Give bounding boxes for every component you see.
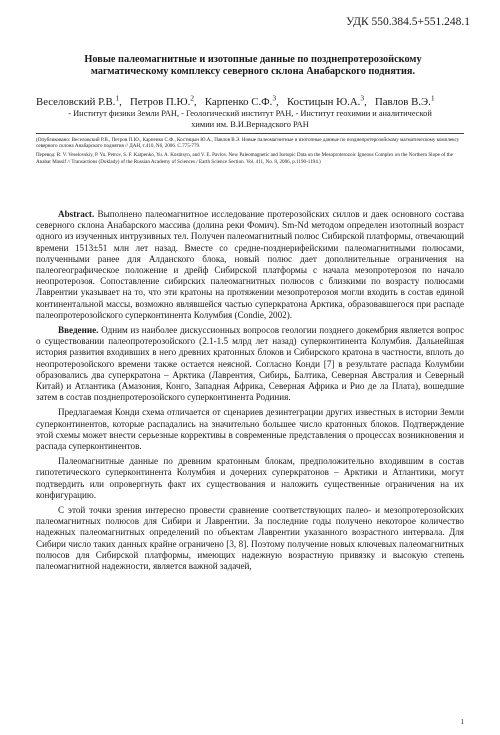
author-name: Павлов В.Э. [374,96,431,108]
abstract-paragraph [36,209,464,321]
affiliations-line-2: химии им. В.И.Вернадского РАН [191,120,309,129]
abstract-label: Abstract. [58,209,95,219]
paper-title: Новые палеомагнитные и изотопные данные по позднепротерозойскому магматическому комплексу северного склона Анабарского поднятия. [84,54,422,77]
author-list: Веселовский Р.В.$^1$, Петров П.Ю.$^2$, Карпенко С.Ф.$^3$, Костицын Ю.А.$^3$, Павлов В.Э.$^1$ [36,93,435,108]
author-affiliation-mark: 1 [115,93,120,103]
author-affiliation-mark: 2 [190,93,195,103]
author-affiliation-mark: 1 [430,93,435,103]
abstract-text: Выполнено палеомагнитное исследование протерозойских силлов и даек основного состава северного склона Анабарского массива (долина реки Фомич). Sm-Nd методом определен изотопный возраст одного из изученных интрузивных тел. Получен палеомагнитный полюс Сибирской платформы, отвечающий времени 1513±51 млн лет назад. Вместе со средне-позднерифейскими палеомагнитными полюсами, полученными ранее для Алданского блока, новый полюс дает дополнительные ограничения на палеогеографическое положение и дрейф Сибирской платформы с начала мезопротерозоя по начало неопротерозоя. Сопоставление сибирских палеомагнитных полюсов с близкими по возрасту полюсами Лаврентии указывает на то, что эти кратоны на протяжении мезопротерозоя могли входить в состав единой континентальной массы, возможно являвшейся частью суперкратона Арктика, образовавшегося при распаде палеопротерозойского суперконтинента Колумбия (Condie, 2002). [36,209,465,320]
affiliations-line-1: - Институт физики Земли РАН, - Геологический институт РАН, - Институт геохимии и аналитической [68,109,432,118]
body-paragraph: Предлагаемая Конди схема отличается от сценариев дезинтеграции других известных в истории Земли суперконтинентов, которые распадались на значительно большее число кратонных блоков. Подтверждение этой схемы может внести серьезные коррективы в современные представления о процессах возникновения и распада суперконтинентов. [36,407,464,452]
author-affiliation-mark: 3 [272,93,277,103]
intro-text: Одним из наиболее дискуссионных вопросов геологии позднего докембрия является вопрос о существовании палеопротерозойского (2.1-1.5 млрд лет назад) суперконтинента Колумбия. Дальнейшая история развития входивших в него древних кратонных блоков и Сибирского кратона в частности, вплоть до неопротерозойского времени также остается неясной. Согласно Конди [7] в результате распада Колумбии образовались два суперкратона – Арктика (Лаврентия, Сибирь, Балтика, Северная Австралия и Северный Китай) и Атлантика (Амазония, Конго, Западная Африка, Северная Африка и Рио де ла Плата), вошедшие затем в состав позднепротерозойского суперконтинента Родиния. [36,325,464,403]
author-name: Карпенко С.Ф. [204,96,273,108]
body-paragraph: С этой точки зрения интересно провести сравнение соответствующих палео- и мезопротерозойских палеомагнитных полюсов для Сибири и Лаврентии. За последние годы получено некоторое количество надежных палеомагнитных определений по объектам Лаврентии указанного возрастного интервала. Для Сибири число таких данных крайне ограничено [3, 8]. Поэтому получение новых ключевых палеомагнитных полюсов для Сибирской платформы, имеющих надежную возрастную привязку и высокую степень палеомагнитной надежности, является важной задачей, [36,505,464,572]
header-divider [36,133,464,134]
intro-label: Введение. [58,325,99,336]
author-affiliation-mark: 3 [360,93,365,103]
body-paragraph: Палеомагнитные данные по древним кратонным блокам, предположительно входившим в состав гипотетического суперконтинента Колумбия и дочерних суперкратонов – Арктики и Атлантики, могут подтвердить или опровергнуть факт их существования и наложить существенные ограничения на их конфигурацию. [36,456,464,500]
author-name: Веселовский Р.В. [36,96,116,108]
author-name: Петров П.Ю. [129,96,191,108]
citation-english: Перевод: R. V. Veselovskiy, P. Yu. Petrov, S. F. Karpenko, Yu. A. Kostitsyn, and V. E. Pavlov. New Paleomagnetic and Isotopic Data on the Mesoproterozoic Igneous Complex on the Northern Slope of the Anabar Massif // Transactions (Doklady) of the Russian Academy of Sciences / Earth Science Section. Vol. 411, No. 8, 2006, p.1190-1194.) [36,152,453,165]
citation-russian: (Опубликовано: Веселовский Р.В., Петров П.Ю., Карпенко С.Ф., Костицын Ю.А., Павлов В.Э. Новые палеомагнитные и изотопные данные по позднепротерозойскому магматическому комплексу северного склона Анабарского поднятия // ДАН, т.410, N6, 2006. С.775-779. [36,137,460,150]
article-body [36,209,464,576]
citation-block [36,137,464,165]
page-number: 1 [460,718,464,726]
intro-paragraph [36,325,464,403]
udk-code: УДК 550.384.5+551.248.1 [346,16,470,28]
author-name: Костицын Ю.А. [286,96,361,108]
